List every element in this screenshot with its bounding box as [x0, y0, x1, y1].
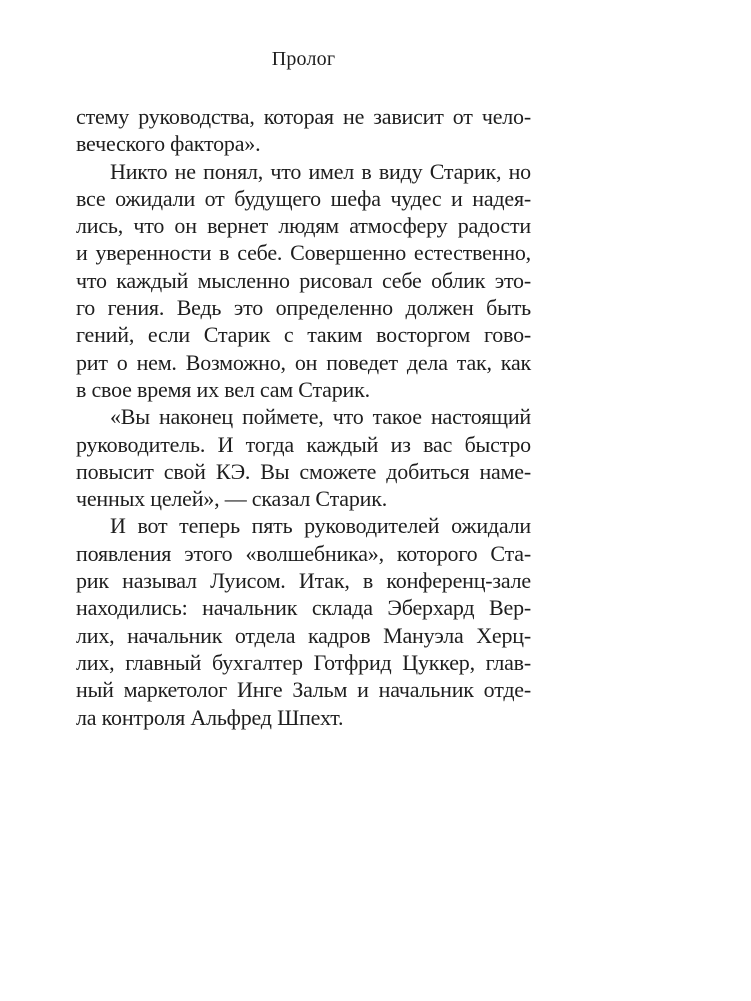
text-line: все ожидали от будущего шефа чудес и надея-: [76, 185, 531, 211]
text-line: лих, начальник отдела кадров Мануэла Херц-: [76, 622, 531, 648]
chapter-heading: Пролог: [271, 48, 336, 70]
text-line: лись, что он вернет людям атмосферу радости: [76, 213, 531, 239]
paragraph: [76, 103, 531, 158]
text-line: Никто не понял, что имел в виду Старик, но: [110, 158, 531, 184]
text-line: рит о нем. Возможно, он поведет дела так, как: [76, 349, 531, 375]
text-line: и уверенности в себе. Совершенно естественно,: [76, 240, 531, 266]
text-line: находились: начальник склада Эберхард Вер-: [76, 595, 531, 621]
text-line: стему руководства, которая не зависит от чело-: [76, 104, 531, 129]
text-line: в свое время их вел сам Старик.: [76, 376, 370, 402]
text-line: гений, если Старик с таким восторгом гово-: [76, 322, 531, 348]
paragraph: [76, 403, 531, 512]
page-content: [76, 46, 531, 731]
text-line: ный маркетолог Инге Зальм и начальник отде-: [76, 677, 531, 703]
text-line: что каждый мысленно рисовал себе облик это-: [76, 267, 531, 293]
text-line: го гения. Ведь это определенно должен быть: [76, 295, 531, 321]
text-line: И вот теперь пять руководителей ожидали: [110, 513, 531, 539]
text-line: появления этого «волшебника», которого Ста-: [76, 540, 531, 566]
text-line: ченных целей», — сказал Старик.: [76, 486, 388, 512]
text-line: «Вы наконец поймете, что такое настоящий: [110, 404, 531, 430]
text-line: рик называл Луисом. Итак, в конференц-зале: [76, 568, 531, 594]
paragraph: [76, 158, 531, 404]
text-line: повысит свой КЭ. Вы сможете добиться наме-: [76, 458, 531, 484]
page-text: [76, 103, 531, 731]
text-line: руководитель. И тогда каждый из вас быстро: [76, 431, 531, 457]
text-line: лих, главный бухгалтер Готфрид Цуккер, глав-: [76, 649, 531, 675]
text-line: веческого фактора».: [76, 131, 261, 157]
paragraph: [76, 512, 531, 730]
text-line: ла контроля Альфред Шпехт.: [76, 704, 344, 730]
